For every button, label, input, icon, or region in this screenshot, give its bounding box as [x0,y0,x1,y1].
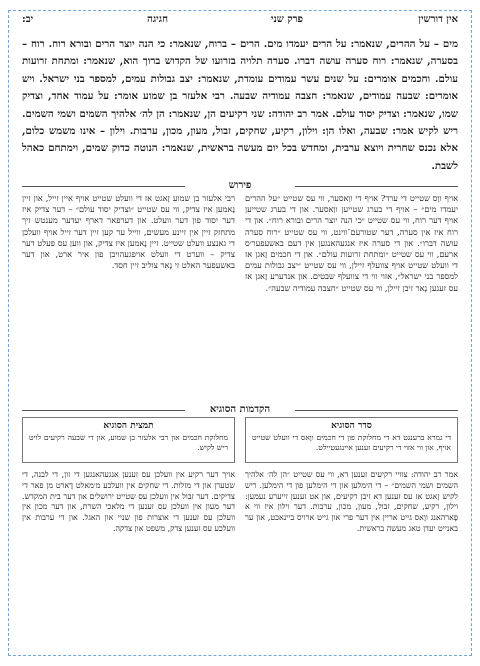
sugya-order-title: סדר הסוגיא [331,421,372,431]
sugya-summary-title: תמצית הסוגיא [103,421,154,431]
explanation-right-column: אמר רב יהודה: צוויי רקיעים זענען דא, ווי עס שטייט ״הן לה׳ אלהיך השמים ושמי השמים״ – די הימלען און די הימלען פון די הימלען. ריש לקיש זָאגט אז עס זענען דא זיבן רקיעים, און אט זענען זייערע נעמען: וילון, רקיע, שחקים, זבול, מעון, מכון, ערבות. דער וילון איז ווי א פָארהאנג ווָאס גייט אריין אין דער פרי און גייט ארויס ביינאכט, און ער באנייט יעדן טאג מעשה בראשית. [245,470,458,533]
sugya-order-body: די גמרא ברענגט דא די מחלוקת פון די חכמים ווָאס די וועלט שטייט אויף, און ווי אזוי די רקיעים זענען איינגעטיילט. [252,433,451,452]
commentary-title: פירוש [185,180,295,191]
sugya-summary-body: מחלוקת חכמים און רבי אלעזר בן שמוע, און די שבעה רקיעים לויט ריש לקיש. [29,433,228,452]
sugya-summary-box [22,417,235,463]
main-talmud-text: מים – על ההרים, שנאמר: על הרים יעמדו מים. הרים – ברוח, שנאמר: כי הנה יוצר הרים ובורא רוח. רוח – בסערה, שנאמר: רוח סערה עושה דברו. סערה תלויה בזרועו של הקדוש ברוך הוא, שנאמר: ומתחת זרועות עולם. וחכמים אומרים: על שנים עשר עמודים עומדת, שנאמר: יצב גבולות עמים, למספר בני ישראל. ויש אומרים: שבעה עמודים, שנאמר: חצבה עמודיה שבעה. רבי אלעזר בן שמוע אומר: על עמוד אחד, וצדיק שמו, שנאמר: וצדיק יסוד עולם. אמר רב יהודה: שני רקיעים הן, שנאמר: הן לה׳ אלהיך השמים ושמי השמים. ריש לקיש אמר: שבעה, ואלו הן: וילון, רקיע, שחקים, זבול, מעון, מכון, ערבות. וילון – אינו משמש כלום, אלא נכנס שחרית ויוצא ערבית, ומחדש בכל יום מעשה בראשית, שנאמר: הנוטה כדוק שמים, וימתחם כאהל לשבת. [22,38,458,172]
page-header [22,14,458,30]
tractate-name: חגיגה [147,14,168,25]
commentary-left-column: רבי אלעזר בן שמוע זָאגט אז די וועלט שטייט אויף איין זייל, און זיין נָאמען איז צדיק, ווי עס שטייט ״וצדיק יסוד עולם״ – דער צדיק איז דער יסוד פון דער וועלט. און דערפאר דארף יעדער מענטש זיך מתחזק זיין אין זיינע מעשים, ווייל ער קען זיין דער זייל אויף וועלכן די גאנצע וועלט שטייט. זיין נָאמען איז צדיק, און ווען עס פעלט דער צדיק – ווערט די וועלט אויפגעהויבן פון איר ארט, און דער באשעפער האלט זי נָאר צוליב זיין חסד. [22,193,235,271]
folio-number: יב: [22,14,34,25]
tractate-section-title: אין דורשין [418,14,458,25]
commentary-right-column: אויף ווָס שטייט די ערד? אויף די ווַאסער, ווי עס שטייט ״על ההרים יעמדו מים״ – אויף די בערג שטייען ווַאסער. און די בערג שטייען אויף דער רוח, ווי עס שטייט ״כי הנה יוצר הרים ובורא רוח״. און די רוח איז אין סערה, דער שטורעם־ווינט, ווי עס שטייט ״רוח סערה עושה דברו״. און די סערה איז אנגעהאנגען אין דעם באשעפער׳ס ארעם, ווי עס שטייט ״ומתחת זרועות עולם״. און די חכמים זָאגן אז די וועלט שטייט אויף צוועלף זיילן, ווי עס שטייט ״יצב גבולות עמים למספר בני ישראל״, אזוי ווי די צוועלף שבטים. און אנדערע זָאגן אז עס זענען נָאר זיבן זיילן, ווי עס שטייט ״חצבה עמודיה שבעה״. [245,193,458,293]
chapter-label: פרק שני [270,14,303,25]
notes-title: הקדמות הסוגיא [185,404,295,415]
sugya-order-box [245,417,458,463]
explanation-left-column: אויך דער רקיע אין וועלכן עס זענען אנגעהאנגען די זון, די לבנה, די שטערן און די מזלות. די שחקים אין וועלכע מ׳מאלט דָארט מן פאר די צדיקים. דער זבול אין וועלכן עס שטייט ירושלים און דער בית המקדש. דער מעון אין וועלכן עס זענען די מלאכי השרת, און דער מכון אין וועלכן עס זענען די אוצרות פון שניי און האגל. און די ערבות אין וועלכע עס זענען צדק, משפט און צדקה. [22,470,235,533]
